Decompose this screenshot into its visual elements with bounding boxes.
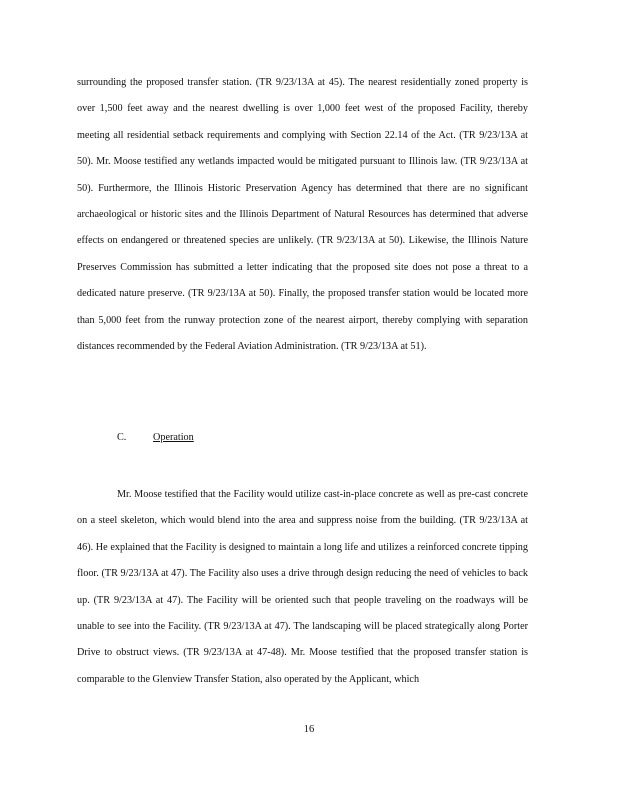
body-paragraph-operation: Mr. Moose testified that the Facility would utilize cast-in-place concrete as well as pre-cast concrete on a steel skeleton, which would blend into the area and suppress noise from the building. (TR 9/23/13A at 46). He explained that the Facility is designed to maintain a long life and utilizes a reinforced concrete tipping floor. (TR 9/23/13A at 47). The Facility also uses a drive through design reducing the need of vehicles to back up. (TR 9/23/13A at 47). The Facility will be oriented such that people traveling on the roadways will be unable to see into the Facility. (TR 9/23/13A at 47). The landscaping will be placed strategically along Porter Drive to obstruct views. (TR 9/23/13A at 47-48). Mr. Moose testified that the proposed transfer station is comparable to the Glenview Transfer Station, also operated by the Applicant, which: [77, 489, 528, 685]
body-paragraph-siting: surrounding the proposed transfer station. (TR 9/23/13A at 45). The nearest residentially zoned property is over 1,500 feet away and the nearest dwelling is over 1,000 feet west of the proposed Facility, thereby meeting all residential setback requirements and complying with Section 22.14 of the Act. (TR 9/23/13A at 50). Mr. Moose testified any wetlands impacted would be mitigated pursuant to Illinois law. (TR 9/23/13A at 50). Furthermore, the Illinois Historic Preservation Agency has determined that there are no significant archaeological or historic sites and the Illinois Department of Natural Resources has determined that adverse effects on endangered or threatened species are unlikely. (TR 9/23/13A at 50). Likewise, the Illinois Nature Preserves Commission has submitted a letter indicating that the proposed site does not pose a threat to a dedicated nature preserve. (TR 9/23/13A at 50). Finally, the proposed transfer station would be located more than 5,000 feet from the runway protection zone of the nearest airport, thereby complying with separation distances recommended by the Federal Aviation Administration. (TR 9/23/13A at 51).: [77, 77, 528, 353]
section-heading-title: Operation: [153, 432, 194, 443]
section-heading-letter: C.: [117, 432, 127, 443]
page-number: 16: [303, 724, 315, 735]
section-heading: [77, 428, 194, 448]
